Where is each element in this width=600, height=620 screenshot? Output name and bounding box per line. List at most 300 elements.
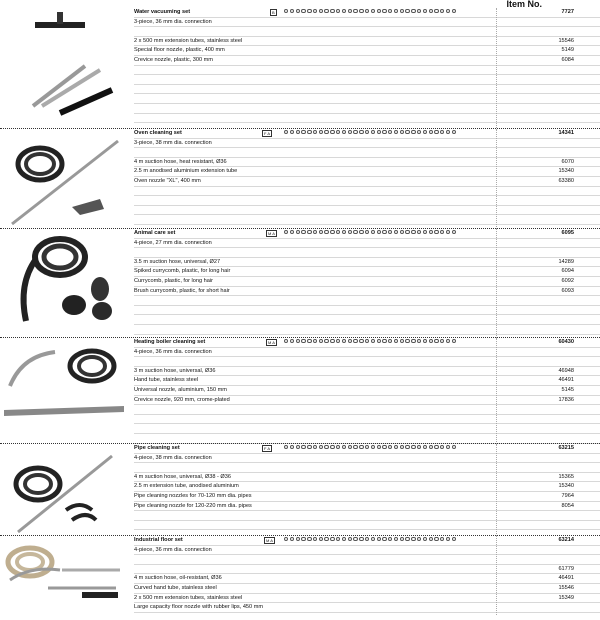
empty-row	[134, 104, 600, 114]
availability-dot	[342, 445, 346, 449]
empty-row	[134, 75, 600, 85]
availability-dot	[348, 537, 352, 541]
list-item	[134, 574, 600, 584]
component-item-number: 7964	[561, 492, 574, 499]
component-item-number: 17836	[558, 396, 574, 403]
set-subtitle-row	[134, 454, 600, 464]
set-title: Industrial floor set	[134, 537, 183, 543]
component-item-number: 15349	[558, 594, 574, 601]
availability-dot	[423, 339, 427, 343]
availability-dot	[411, 9, 415, 13]
availability-dots	[284, 130, 456, 136]
availability-dot	[405, 445, 409, 449]
set-item-number: 7727	[561, 9, 574, 15]
availability-dot	[440, 9, 444, 13]
availability-dot	[394, 130, 398, 134]
availability-dot	[377, 130, 381, 134]
availability-dot	[417, 130, 421, 134]
product-set-water-vacuuming-set	[0, 8, 600, 128]
component-description: Hand tube, stainless steel	[134, 377, 199, 384]
availability-dot	[440, 230, 444, 234]
availability-dot	[319, 230, 323, 234]
availability-dot	[365, 9, 369, 13]
availability-dot	[348, 230, 352, 234]
list-item	[134, 56, 600, 66]
availability-dot	[307, 339, 311, 343]
availability-dot	[290, 9, 294, 13]
set-code-badge: M A	[268, 340, 275, 345]
availability-dot	[301, 445, 305, 449]
availability-dot	[330, 230, 334, 234]
set-title: Oven cleaning set	[134, 130, 182, 136]
availability-dot	[429, 230, 433, 234]
availability-dot	[359, 130, 363, 134]
availability-dot	[411, 130, 415, 134]
availability-dot	[440, 130, 444, 134]
availability-dot	[284, 339, 288, 343]
set-subtitle: 3-piece, 38 mm dia. connection	[134, 139, 212, 146]
availability-dot	[296, 537, 300, 541]
availability-dot	[330, 130, 334, 134]
set-rows	[134, 338, 600, 444]
product-set-pipe-cleaning-set	[0, 443, 600, 536]
component-description: 2 x 500 mm extension tubes, stainless steel	[134, 594, 243, 601]
availability-dot	[324, 537, 328, 541]
column-divider	[496, 536, 497, 615]
availability-dot	[324, 230, 328, 234]
set-subtitle: 4-piece, 36 mm dia. connection	[134, 348, 212, 355]
availability-dot	[353, 130, 357, 134]
availability-dot	[417, 445, 421, 449]
availability-dot	[365, 537, 369, 541]
set-rows	[134, 8, 600, 123]
availability-dot	[336, 339, 340, 343]
oil-resistant-hose-and-floor-nozzle-icon	[0, 536, 130, 615]
empty-row	[134, 511, 600, 521]
availability-dot	[394, 445, 398, 449]
availability-dot	[377, 230, 381, 234]
availability-dot	[290, 537, 294, 541]
list-item	[134, 177, 600, 187]
component-description: 2 x 500 mm extension tubes, stainless steel	[134, 37, 243, 44]
availability-dot	[359, 339, 363, 343]
set-subtitle-row	[134, 348, 600, 358]
component-item-number: 46491	[558, 575, 574, 582]
availability-dot	[313, 445, 317, 449]
empty-row	[134, 424, 600, 434]
empty-row	[134, 187, 600, 197]
column-divider	[496, 338, 497, 444]
set-title: Animal care set	[134, 230, 176, 236]
empty-row	[134, 85, 600, 95]
availability-dot	[388, 9, 392, 13]
availability-dot	[342, 130, 346, 134]
component-description: Large capacity floor nozzle with rubber lips, 450 mm	[134, 604, 264, 611]
component-description: 4 m suction hose, oil-resistant, Ø36	[134, 575, 222, 582]
availability-dot	[388, 230, 392, 234]
availability-dot	[296, 230, 300, 234]
availability-dot	[417, 230, 421, 234]
availability-dot	[307, 130, 311, 134]
availability-dot	[400, 537, 404, 541]
availability-dot	[353, 339, 357, 343]
availability-dot	[296, 445, 300, 449]
set-item-number: 6095	[561, 230, 574, 236]
availability-dot	[307, 537, 311, 541]
availability-dots	[284, 230, 456, 236]
availability-dot	[348, 339, 352, 343]
availability-dot	[394, 9, 398, 13]
availability-dot	[446, 445, 450, 449]
availability-dot	[336, 9, 340, 13]
empty-row	[134, 215, 600, 225]
set-subtitle: 4-piece, 27 mm dia. connection	[134, 239, 212, 246]
availability-dot	[411, 339, 415, 343]
set-item-number: 60430	[558, 339, 574, 345]
empty-row	[134, 66, 600, 76]
spacer-row	[134, 555, 600, 565]
component-description: Special floor nozzle, plastic, 400 mm	[134, 47, 225, 54]
availability-dot	[377, 9, 381, 13]
column-divider	[496, 8, 497, 128]
availability-dot	[434, 9, 438, 13]
availability-dot	[336, 445, 340, 449]
availability-dot	[359, 537, 363, 541]
availability-dot	[394, 339, 398, 343]
availability-dot	[290, 230, 294, 234]
component-item-number: 15340	[558, 168, 574, 175]
component-description: Spiked currycomb, plastic, for long hair	[134, 268, 231, 275]
availability-dot	[353, 445, 357, 449]
availability-dot	[423, 130, 427, 134]
empty-row	[134, 405, 600, 415]
component-description: Curved hand tube, stainless steel	[134, 584, 217, 591]
availability-dot	[348, 445, 352, 449]
availability-dot	[290, 445, 294, 449]
availability-dot	[446, 537, 450, 541]
availability-dot	[446, 130, 450, 134]
availability-dot	[411, 445, 415, 449]
availability-dot	[324, 9, 328, 13]
availability-dot	[377, 537, 381, 541]
availability-dot	[434, 339, 438, 343]
availability-dots	[284, 537, 456, 543]
list-item	[134, 367, 600, 377]
list-item	[134, 502, 600, 512]
availability-dot	[307, 230, 311, 234]
availability-dot	[417, 9, 421, 13]
list-item	[134, 287, 600, 297]
product-set-heating-boiler-cleaning-set	[0, 337, 600, 444]
list-item	[134, 386, 600, 396]
availability-dot	[359, 9, 363, 13]
availability-dot	[313, 9, 317, 13]
availability-dot	[423, 230, 427, 234]
availability-dot	[342, 9, 346, 13]
component-item-number: 8054	[561, 502, 574, 509]
availability-dot	[307, 9, 311, 13]
availability-dot	[394, 230, 398, 234]
set-code-badge: M A	[266, 538, 273, 543]
availability-dot	[296, 339, 300, 343]
availability-dot	[452, 130, 456, 134]
availability-dot	[429, 537, 433, 541]
component-item-number: 46491	[558, 377, 574, 384]
empty-row	[134, 296, 600, 306]
list-item	[134, 376, 600, 386]
availability-dot	[313, 230, 317, 234]
availability-dot	[394, 537, 398, 541]
availability-dot	[301, 230, 305, 234]
set-subtitle-row	[134, 18, 600, 28]
availability-dot	[417, 339, 421, 343]
list-item	[134, 482, 600, 492]
availability-dot	[377, 445, 381, 449]
component-item-number: 46948	[558, 367, 574, 374]
availability-dot	[342, 230, 346, 234]
component-description: Pipe cleaning nozzles for 70-120 mm dia. pipes	[134, 492, 252, 499]
column-divider	[496, 129, 497, 229]
availability-dot	[382, 445, 386, 449]
availability-dot	[359, 445, 363, 449]
availability-dot	[400, 9, 404, 13]
component-item-number: 15546	[558, 584, 574, 591]
availability-dot	[371, 445, 375, 449]
availability-dot	[301, 130, 305, 134]
availability-dot	[429, 445, 433, 449]
list-item	[134, 603, 600, 613]
component-description: 4 m suction hose, heat resistant, Ø36	[134, 158, 227, 165]
empty-row	[134, 415, 600, 425]
availability-dot	[313, 339, 317, 343]
set-code-badge: F A	[264, 446, 271, 451]
vacuum-floor-nozzle-and-tubes-icon	[0, 8, 130, 128]
availability-dot	[365, 230, 369, 234]
spacer-row	[134, 248, 600, 258]
component-description: 2.5 m extension tube, anodised aluminium	[134, 483, 239, 490]
availability-dot	[353, 230, 357, 234]
component-description: Oven nozzle "XL", 400 mm	[134, 177, 201, 184]
availability-dot	[284, 445, 288, 449]
availability-dot	[365, 339, 369, 343]
component-item-number: 6092	[561, 277, 574, 284]
set-subtitle: 3-piece, 36 mm dia. connection	[134, 18, 212, 25]
list-item	[134, 267, 600, 277]
availability-dot	[382, 230, 386, 234]
availability-dot	[423, 9, 427, 13]
list-item	[134, 167, 600, 177]
availability-dot	[342, 537, 346, 541]
set-title: Water vacuuming set	[134, 9, 191, 15]
component-description: 3.5 m suction hose, universal, Ø27	[134, 258, 221, 265]
spacer-row	[134, 148, 600, 158]
availability-dot	[319, 339, 323, 343]
empty-row	[134, 306, 600, 316]
component-item-number: 61779	[558, 565, 574, 572]
component-item-number: 6070	[561, 158, 574, 165]
set-code-badge: B	[272, 10, 275, 15]
list-item	[134, 594, 600, 604]
set-rows	[134, 229, 600, 335]
list-item	[134, 277, 600, 287]
availability-dot	[411, 537, 415, 541]
availability-dot	[423, 445, 427, 449]
list-item	[134, 37, 600, 47]
list-item	[134, 473, 600, 483]
component-item-number: 5145	[561, 386, 574, 393]
availability-dot	[330, 537, 334, 541]
set-code-badge: F A	[264, 131, 271, 136]
component-description: Pipe cleaning nozzle for 120-220 mm dia. pipes	[134, 502, 252, 509]
availability-dot	[296, 130, 300, 134]
availability-dot	[446, 339, 450, 343]
item-no-heading: Item No.	[506, 0, 542, 9]
availability-dot	[446, 230, 450, 234]
availability-dot	[400, 339, 404, 343]
hose-and-crevice-nozzle-icon	[0, 338, 130, 444]
availability-dot	[400, 130, 404, 134]
availability-dot	[330, 445, 334, 449]
availability-dot	[301, 537, 305, 541]
availability-dot	[290, 130, 294, 134]
component-item-number: 6084	[561, 56, 574, 63]
availability-dot	[429, 130, 433, 134]
availability-dot	[400, 230, 404, 234]
availability-dot	[377, 339, 381, 343]
set-subtitle: 4-piece, 38 mm dia. connection	[134, 454, 212, 461]
component-item-number: 6093	[561, 287, 574, 294]
component-description: Universal nozzle, aluminium, 150 mm	[134, 386, 227, 393]
availability-dot	[382, 9, 386, 13]
availability-dot	[319, 130, 323, 134]
set-item-number: 63214	[558, 537, 574, 543]
component-description: 4 m suction hose, universal, Ø38 - Ø36	[134, 473, 232, 480]
availability-dot	[411, 230, 415, 234]
availability-dot	[353, 537, 357, 541]
availability-dot	[371, 9, 375, 13]
availability-dot	[388, 445, 392, 449]
availability-dot	[434, 445, 438, 449]
availability-dot	[313, 130, 317, 134]
availability-dot	[359, 230, 363, 234]
availability-dot	[336, 130, 340, 134]
availability-dot	[417, 537, 421, 541]
availability-dot	[446, 9, 450, 13]
availability-dot	[348, 130, 352, 134]
set-subtitle-row	[134, 139, 600, 149]
empty-row	[134, 196, 600, 206]
availability-dot	[348, 9, 352, 13]
empty-row	[134, 94, 600, 104]
availability-dot	[405, 339, 409, 343]
availability-dot	[405, 9, 409, 13]
availability-dot	[371, 130, 375, 134]
list-item	[134, 46, 600, 56]
availability-dot	[452, 9, 456, 13]
availability-dots	[284, 9, 456, 15]
availability-dot	[452, 230, 456, 234]
availability-dot	[423, 537, 427, 541]
component-item-number: 15365	[558, 473, 574, 480]
availability-dot	[388, 339, 392, 343]
suction-hose-and-tube-icon	[0, 129, 130, 229]
set-item-number: 14341	[558, 130, 574, 136]
availability-dot	[388, 130, 392, 134]
availability-dot	[330, 339, 334, 343]
set-subtitle-row	[134, 546, 600, 556]
component-item-number: 5149	[561, 47, 574, 54]
column-divider	[496, 444, 497, 536]
empty-row	[134, 114, 600, 124]
availability-dot	[452, 537, 456, 541]
availability-dot	[307, 445, 311, 449]
availability-dot	[388, 537, 392, 541]
availability-dot	[452, 445, 456, 449]
set-title: Heating boiler cleaning set	[134, 339, 206, 345]
availability-dot	[434, 537, 438, 541]
spacer-row	[134, 463, 600, 473]
availability-dot	[353, 9, 357, 13]
suction-hose-and-brushes-icon	[0, 229, 130, 338]
set-rows	[134, 536, 600, 613]
availability-dot	[429, 339, 433, 343]
availability-dot	[324, 130, 328, 134]
set-code-badge: M A	[268, 231, 275, 236]
list-item	[134, 258, 600, 268]
availability-dot	[284, 9, 288, 13]
list-item	[134, 584, 600, 594]
availability-dot	[284, 537, 288, 541]
component-item-number: 6094	[561, 268, 574, 275]
availability-dot	[313, 537, 317, 541]
availability-dot	[405, 130, 409, 134]
availability-dot	[405, 537, 409, 541]
availability-dot	[336, 537, 340, 541]
availability-dot	[429, 9, 433, 13]
component-description: Crevice nozzle, 920 mm, crome-plated	[134, 396, 230, 403]
availability-dot	[382, 130, 386, 134]
component-item-number: 15340	[558, 483, 574, 490]
component-item-number: 14289	[558, 258, 574, 265]
availability-dot	[434, 130, 438, 134]
availability-dots	[284, 445, 456, 451]
availability-dot	[319, 9, 323, 13]
empty-row	[134, 315, 600, 325]
empty-row	[134, 206, 600, 216]
availability-dot	[301, 9, 305, 13]
component-description: 2.5 m anodised aluminium extension tube	[134, 168, 238, 175]
availability-dot	[365, 130, 369, 134]
availability-dot	[400, 445, 404, 449]
product-set-oven-cleaning-set	[0, 128, 600, 229]
list-item	[134, 492, 600, 502]
component-description: Currycomb, plastic, for long hair	[134, 277, 213, 284]
availability-dot	[342, 339, 346, 343]
availability-dot	[440, 445, 444, 449]
product-set-animal-care-set	[0, 228, 600, 338]
availability-dot	[434, 230, 438, 234]
spacer-row	[134, 357, 600, 367]
list-item	[134, 158, 600, 168]
set-rows	[134, 129, 600, 225]
product-set-industrial-floor-set	[0, 535, 600, 615]
availability-dot	[324, 445, 328, 449]
empty-row	[134, 521, 600, 531]
availability-dot	[290, 339, 294, 343]
availability-dot	[319, 445, 323, 449]
availability-dot	[284, 230, 288, 234]
component-description: Crevice nozzle, plastic, 300 mm	[134, 56, 213, 63]
